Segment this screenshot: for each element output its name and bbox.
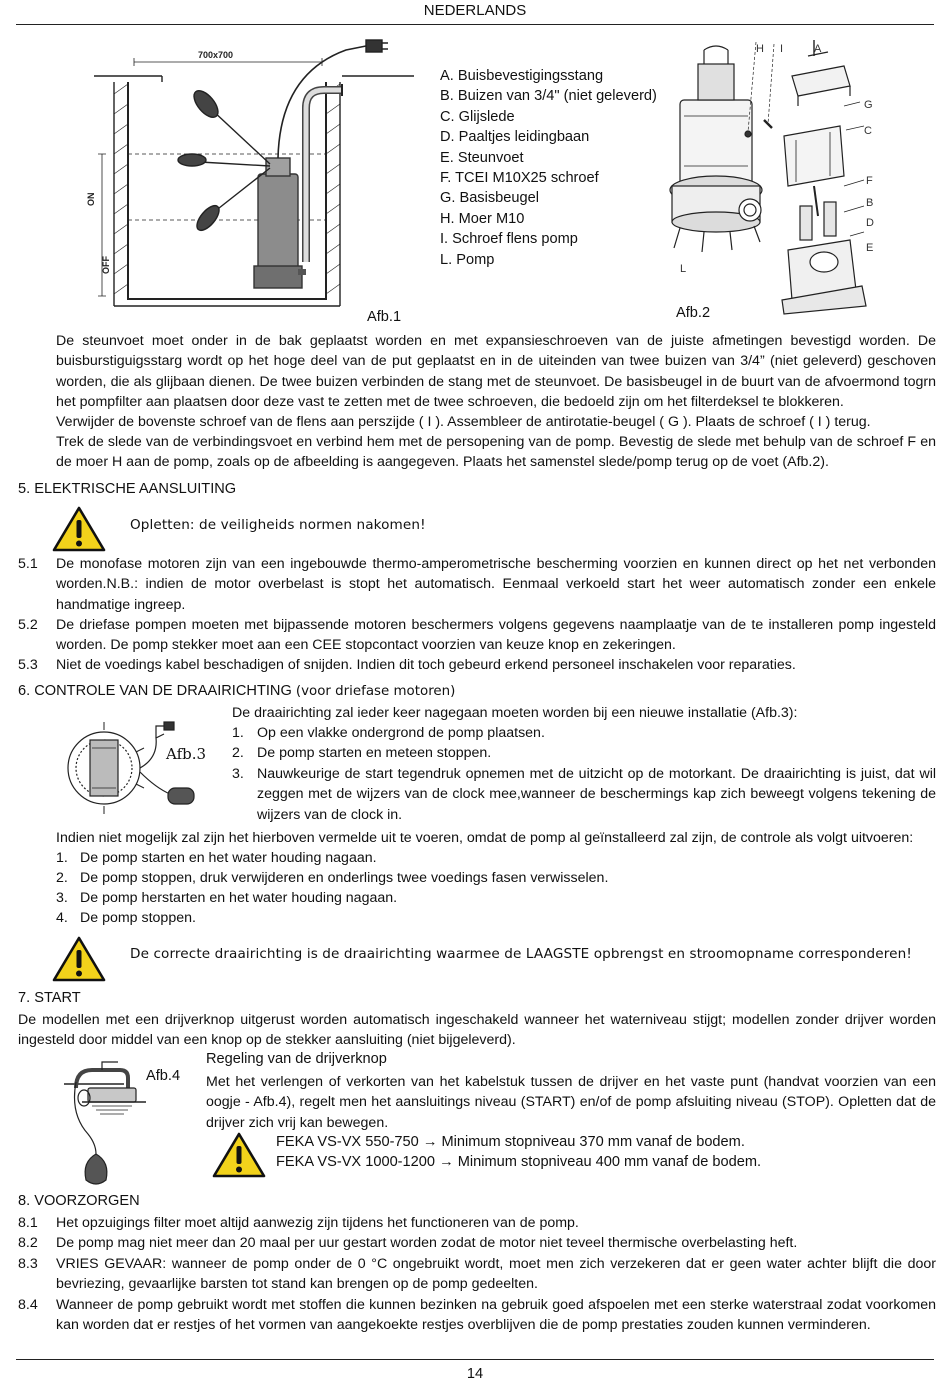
- section-6-intro: De draairichting zal ieder keer nagegaan moeten worden bij een nieuwe installatie (Afb.3):: [232, 705, 798, 721]
- step-text: Nauwkeurige de start tegendruk opnemen met de uitzicht op de motorkant. De draairichting is juist, dat wil zeggen met de wijzers van de clock mee,wanneer de beschermings kap zich beweegt volgens tekening de wijzers van de clock in.: [257, 766, 936, 823]
- warning-icon: [212, 1132, 266, 1178]
- level-model: FEKA VS-VX 550-750: [276, 1134, 419, 1150]
- legend-item: F. TCEI M10X25 schroef: [440, 170, 599, 187]
- legend-item: G. Basisbeugel: [440, 190, 539, 207]
- step-number: 3.: [232, 766, 244, 782]
- item-8-1-text: Het opzuigings filter moet altijd aanwezig zijn tijdens het functioneren van de pomp.: [56, 1215, 579, 1231]
- legend-item: H. Moer M10: [440, 210, 525, 227]
- svg-text:700x700: 700x700: [198, 50, 234, 60]
- item-number: 8.4: [18, 1297, 38, 1313]
- parts-legend: [440, 66, 657, 270]
- footer-rule: [16, 1359, 934, 1360]
- svg-text:F: F: [866, 175, 873, 187]
- figure-3-label: Afb.3: [166, 745, 207, 763]
- item-5-2-text: De driefase pompen moeten met bijpassende motoren beschermers volgens gegevens naamplaatje van de te installeren pomp ingesteld worden. De pomp stekker moet aan een CEE stopcontact voorzien van keuze knop en zekeringen.: [56, 617, 936, 654]
- level-text: Minimum stopniveau 400 mm vanaf de bodem.: [457, 1154, 762, 1170]
- legend-item: L. Pomp: [440, 251, 495, 268]
- svg-text:D: D: [866, 217, 874, 229]
- figure-1-label: Afb.1: [367, 309, 402, 325]
- item-number: 5.2: [18, 617, 38, 633]
- item-8-4-text: Wanneer de pomp gebruikt wordt met stoffen die kunnen bezinken na gebruik goed afspoelen met een sterke waterstraal zodat voorkomen kan worden dat er restjes of het vormen van aangekoekte restjes overblijven die de pomp prestaties zouden kunnen verminderen.: [56, 1297, 936, 1334]
- figure-1-sump-drawing: [84, 34, 444, 329]
- step-text: Op een vlakke ondergrond de pomp plaatsen.: [257, 725, 545, 741]
- svg-text:L: L: [680, 263, 687, 275]
- warning-icon: [52, 506, 106, 552]
- svg-text:E: E: [866, 242, 874, 254]
- arrow-right-icon: →: [439, 1154, 454, 1170]
- legend-item: B. Buizen van 3/4" (niet geleverd): [440, 88, 657, 105]
- alt-step-number: 2.: [56, 870, 68, 886]
- legend-item: D. Paaltjes leidingbaan: [440, 129, 590, 146]
- figure-2-exploded-drawing: [664, 36, 894, 316]
- legend-item: I. Schroef flens pomp: [440, 231, 578, 248]
- svg-text:I: I: [780, 43, 784, 55]
- section-6-title-sub: (voor driefase motoren): [295, 684, 456, 699]
- item-number: 8.1: [18, 1215, 38, 1231]
- level-model: FEKA VS-VX 1000-1200: [276, 1154, 436, 1170]
- svg-text:OFF: OFF: [101, 256, 111, 274]
- item-number: 5.3: [18, 657, 38, 673]
- figure-4-label: Afb.4: [146, 1068, 181, 1084]
- svg-text:G: G: [864, 99, 873, 111]
- legend-item: A. Buisbevestigingsstang: [440, 68, 604, 84]
- page-header-language: NEDERLANDS: [423, 2, 527, 19]
- alt-step-text: De pomp stoppen.: [80, 910, 196, 926]
- figure-2-label: Afb.2: [676, 305, 711, 321]
- level-row: [276, 1134, 745, 1151]
- svg-text:H: H: [756, 43, 764, 55]
- alt-step-text: De pomp starten en het water houding nagaan.: [80, 850, 377, 866]
- step-text: De pomp starten en meteen stoppen.: [257, 745, 492, 761]
- section-7-text: De modellen met een drijverknop uitgerust worden automatisch ingeschakeld wanneer het waterniveau stijgt; modellen zonder drijver worden ingesteld door middel van een knop op de stekker aansluiting (niet bijgeleverd).: [18, 1012, 936, 1049]
- alt-step-number: 4.: [56, 910, 68, 926]
- svg-text:B: B: [866, 197, 874, 209]
- svg-text:A: A: [814, 43, 822, 55]
- item-5-1-text: De monofase motoren zijn van een ingebouwde thermo-amperometrische bescherming voorzien en kunnen direct op het net verbonden worden.N.B.: indien de motor overbelast is stopt het automatisch. Eenmaal verkoeld start het weer automatisch zonder een enkele handmatige ingreep.: [56, 556, 936, 613]
- install-paragraph-1: De steunvoet moet onder in de bak geplaatst worden en met expansieschroeven van de juiste afmetingen bevestigd worden. De buisburstiguigsstarg wordt op het hoge deel van de put geplaatst en in de uiteinden van twee buizen van 3/4” (niet geleverd) geschoven worden, die als glijbaan dienen. De twee buizen verbinden de stang met de steunvoet. De basisbeugel in de buurt van de afvoermond togrn het pompfilter aan plaatsen door deze vast te zetten met de twee schroeven, die bedoeld zijn om het filterdeksel te blokkeren.: [56, 333, 936, 411]
- alt-step-number: 3.: [56, 890, 68, 906]
- svg-text:ON: ON: [86, 192, 96, 206]
- header-rule: [16, 24, 934, 25]
- arrow-right-icon: →: [422, 1134, 438, 1150]
- install-paragraph-2: Verwijder de bovenste schroef van de flens aan perszijde ( I ). Assembleer de antirotatie-beugel ( G ). Plaats de schroef ( I ) terug.: [56, 414, 871, 430]
- section-7-subtitle: Regeling van de drijverknop: [206, 1051, 387, 1067]
- step-number: 2.: [232, 745, 244, 761]
- item-number: 8.3: [18, 1256, 38, 1272]
- install-paragraph-3: Trek de slede van de verbindingsvoet en verbind hem met de persopening van de pomp. Bevestig de slede met behulp van de schroef F en de moer H aan de pomp, zoals op de afbeelding is aangegeven. Plaats het samenstel slede/pomp terug op de voet (Afb.2).: [56, 434, 936, 471]
- section-6-title: [18, 683, 455, 700]
- item-5-3-text: Niet de voedings kabel beschadigen of snijden. Indien dit toch gebeurd erkend personeel inschakelen voor reparaties.: [56, 657, 796, 673]
- page-number: 14: [466, 1366, 484, 1382]
- level-text: Minimum stopniveau 370 mm vanaf de bodem.: [441, 1134, 745, 1150]
- alt-step-text: De pomp stoppen, druk verwijderen en onderlings twee voedings fasen verwisselen.: [80, 870, 609, 886]
- alt-step-number: 1.: [56, 850, 68, 866]
- warning-icon: [52, 936, 106, 982]
- level-row: [276, 1154, 761, 1171]
- item-8-3-text: VRIES GEVAAR: wanneer de pomp onder de 0 °C ongebruikt wordt, moet men zich verzekeren dat er geen water achter blijft die door bevriezing, gevaarlijke barsten tot stand kan brengen op de pomp gedeelten.: [56, 1256, 936, 1293]
- svg-text:C: C: [864, 125, 872, 137]
- step-number: 1.: [232, 725, 244, 741]
- item-number: 5.1: [18, 556, 38, 572]
- legend-item: C. Glijslede: [440, 108, 515, 125]
- legend-item: E. Steunvoet: [440, 149, 524, 166]
- section-8-title: 8. VOORZORGEN: [18, 1193, 140, 1209]
- section-6-warning-text: De correcte draairichting is de draairichting waarmee de LAAGSTE opbrengst en stroomopname corresponderen!: [130, 946, 912, 962]
- section-5-warning-text: Opletten: de veiligheids normen nakomen!: [130, 517, 426, 533]
- section-7-title: 7. START: [18, 990, 81, 1006]
- item-number: 8.2: [18, 1235, 38, 1251]
- figure-3-rotation-drawing: [60, 718, 200, 818]
- item-8-2-text: De pomp mag niet meer dan 20 maal per uur gestart worden zodat de motor niet teveel thermische overbelasting heft.: [56, 1235, 798, 1251]
- alt-step-text: De pomp herstarten en het water houding nagaan.: [80, 890, 398, 906]
- section-5-title: 5. ELEKTRISCHE AANSLUITING: [18, 481, 237, 497]
- section-6-alt-intro: Indien niet mogelijk zal zijn het hierboven vermelde uit te voeren, omdat de pomp al geïnstalleerd zal zijn, de controle als volgt uitvoeren:: [56, 830, 914, 846]
- section-6-title-main: 6. CONTROLE VAN DE DRAAIRICHTING: [18, 683, 296, 699]
- section-7-subtext: Met het verlengen of verkorten van het kabelstuk tussen de drijver en het vaste punt (handvat voorzien van een oogje - Afb.4), regelt men het aansluitings niveau (START) en/of de pomp afsluiting niveau (STOP). Opletten dat de drijver zich vrij kan bewegen.: [206, 1074, 936, 1131]
